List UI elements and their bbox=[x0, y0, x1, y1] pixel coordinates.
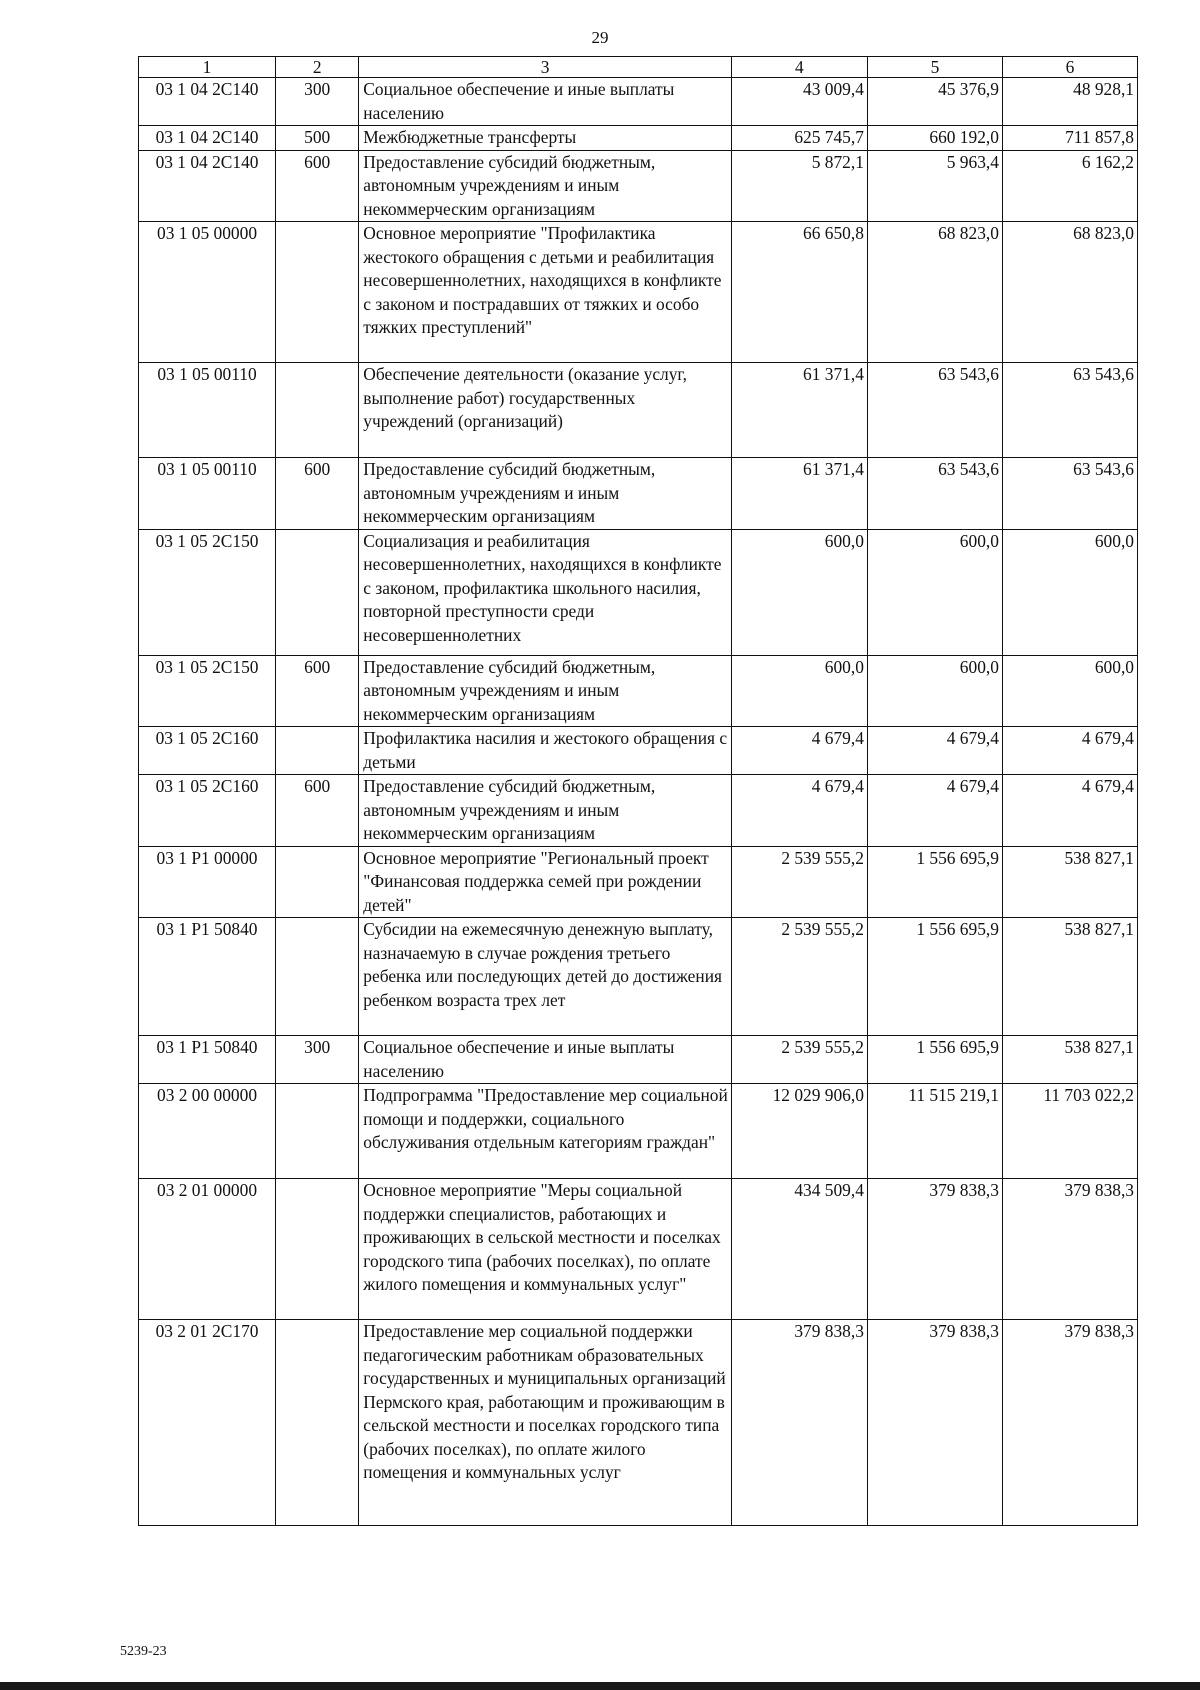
table-row bbox=[139, 1179, 1138, 1320]
row-value-col4-cell: 61 371,4 bbox=[731, 458, 867, 530]
row-value-col5-cell: 1 556 695,9 bbox=[867, 846, 1002, 918]
column-header-4: 4 bbox=[731, 57, 867, 78]
row-value-col5-cell: 5 963,4 bbox=[867, 150, 1002, 222]
row-code-cell: 03 1 05 2С150 bbox=[139, 655, 276, 727]
row-value-col6-cell: 11 703 022,2 bbox=[1002, 1084, 1137, 1179]
row-value-col5-cell: 1 556 695,9 bbox=[867, 918, 1002, 1036]
row-code-cell: 03 1 05 00110 bbox=[139, 458, 276, 530]
row-value-col5-cell: 68 823,0 bbox=[867, 222, 1002, 363]
row-value-col4-cell: 4 679,4 bbox=[731, 727, 867, 775]
row-value-col4-cell: 2 539 555,2 bbox=[731, 1036, 867, 1084]
row-description-cell: Предоставление субсидий бюджетным, автономным учреждениям и иным некоммерческим организациям bbox=[359, 150, 732, 222]
row-value-col4-cell: 600,0 bbox=[731, 655, 867, 727]
table-row bbox=[139, 458, 1138, 530]
row-type-cell bbox=[276, 846, 359, 918]
table-header-row bbox=[139, 57, 1138, 78]
row-value-col4-cell: 5 872,1 bbox=[731, 150, 867, 222]
row-value-col5-cell: 1 556 695,9 bbox=[867, 1036, 1002, 1084]
row-value-col6-cell: 63 543,6 bbox=[1002, 363, 1137, 458]
column-header-2: 2 bbox=[276, 57, 359, 78]
row-type-cell bbox=[276, 222, 359, 363]
row-type-cell bbox=[276, 363, 359, 458]
row-type-cell: 300 bbox=[276, 1036, 359, 1084]
row-value-col4-cell: 434 509,4 bbox=[731, 1179, 867, 1320]
table-row bbox=[139, 727, 1138, 775]
document-code: 5239-23 bbox=[120, 1644, 167, 1659]
table-body bbox=[139, 78, 1138, 1526]
row-type-cell: 600 bbox=[276, 458, 359, 530]
table-row bbox=[139, 363, 1138, 458]
row-value-col5-cell: 660 192,0 bbox=[867, 126, 1002, 151]
row-value-col5-cell: 600,0 bbox=[867, 529, 1002, 655]
row-description-cell: Предоставление субсидий бюджетным, автономным учреждениям и иным некоммерческим организациям bbox=[359, 775, 732, 847]
table-row bbox=[139, 222, 1138, 363]
table-row bbox=[139, 655, 1138, 727]
row-description-cell: Предоставление субсидий бюджетным, автономным учреждениям и иным некоммерческим организациям bbox=[359, 458, 732, 530]
row-code-cell: 03 1 Р1 00000 bbox=[139, 846, 276, 918]
row-value-col6-cell: 68 823,0 bbox=[1002, 222, 1137, 363]
row-description-cell: Субсидии на ежемесячную денежную выплату, назначаемую в случае рождения третьего ребенка или последующих детей до достижения ребенком возраста трех лет bbox=[359, 918, 732, 1036]
row-code-cell: 03 2 00 00000 bbox=[139, 1084, 276, 1179]
row-type-cell bbox=[276, 1179, 359, 1320]
row-value-col4-cell: 2 539 555,2 bbox=[731, 846, 867, 918]
column-header-6: 6 bbox=[1002, 57, 1137, 78]
row-description-cell: Основное мероприятие "Профилактика жестокого обращения с детьми и реабилитация несовершеннолетних, находящихся в конфликте с законом и пострадавших от тяжких и особо тяжких преступлений" bbox=[359, 222, 732, 363]
row-description-cell: Основное мероприятие "Региональный проект "Финансовая поддержка семей при рождении детей" bbox=[359, 846, 732, 918]
row-type-cell: 500 bbox=[276, 126, 359, 151]
row-value-col4-cell: 4 679,4 bbox=[731, 775, 867, 847]
table-row bbox=[139, 775, 1138, 847]
row-value-col4-cell: 2 539 555,2 bbox=[731, 918, 867, 1036]
row-code-cell: 03 1 05 2С160 bbox=[139, 775, 276, 847]
row-value-col4-cell: 600,0 bbox=[731, 529, 867, 655]
row-code-cell: 03 2 01 00000 bbox=[139, 1179, 276, 1320]
scan-border bbox=[0, 1682, 1200, 1690]
row-value-col4-cell: 66 650,8 bbox=[731, 222, 867, 363]
row-value-col4-cell: 625 745,7 bbox=[731, 126, 867, 151]
row-description-cell: Подпрограмма "Предоставление мер социальной помощи и поддержки, социального обслуживания отдельным категориям граждан" bbox=[359, 1084, 732, 1179]
row-value-col6-cell: 6 162,2 bbox=[1002, 150, 1137, 222]
row-code-cell: 03 1 04 2С140 bbox=[139, 78, 276, 126]
row-code-cell: 03 1 04 2С140 bbox=[139, 150, 276, 222]
row-value-col4-cell: 61 371,4 bbox=[731, 363, 867, 458]
row-value-col5-cell: 45 376,9 bbox=[867, 78, 1002, 126]
row-value-col6-cell: 538 827,1 bbox=[1002, 846, 1137, 918]
row-description-cell: Предоставление субсидий бюджетным, автономным учреждениям и иным некоммерческим организациям bbox=[359, 655, 732, 727]
row-value-col6-cell: 538 827,1 bbox=[1002, 918, 1137, 1036]
table-row bbox=[139, 529, 1138, 655]
row-code-cell: 03 1 05 00110 bbox=[139, 363, 276, 458]
row-value-col5-cell: 4 679,4 bbox=[867, 727, 1002, 775]
budget-table bbox=[138, 56, 1138, 1526]
row-type-cell bbox=[276, 1320, 359, 1526]
row-value-col6-cell: 4 679,4 bbox=[1002, 775, 1137, 847]
row-description-cell: Основное мероприятие "Меры социальной поддержки специалистов, работающих и проживающих в сельской местности и поселках городского типа (рабочих поселках), по оплате жилого помещения и коммунальных услуг" bbox=[359, 1179, 732, 1320]
row-type-cell: 600 bbox=[276, 775, 359, 847]
row-value-col5-cell: 379 838,3 bbox=[867, 1320, 1002, 1526]
table-row bbox=[139, 1084, 1138, 1179]
row-description-cell: Социализация и реабилитация несовершеннолетних, находящихся в конфликте с законом, профилактика школьного насилия, повторной преступности среди несовершеннолетних bbox=[359, 529, 732, 655]
row-type-cell bbox=[276, 727, 359, 775]
row-type-cell bbox=[276, 529, 359, 655]
row-code-cell: 03 1 05 2С150 bbox=[139, 529, 276, 655]
row-code-cell: 03 1 Р1 50840 bbox=[139, 1036, 276, 1084]
row-description-cell: Обеспечение деятельности (оказание услуг, выполнение работ) государственных учреждений (организаций) bbox=[359, 363, 732, 458]
row-value-col5-cell: 63 543,6 bbox=[867, 363, 1002, 458]
row-value-col5-cell: 600,0 bbox=[867, 655, 1002, 727]
row-value-col5-cell: 11 515 219,1 bbox=[867, 1084, 1002, 1179]
row-value-col6-cell: 600,0 bbox=[1002, 529, 1137, 655]
row-value-col6-cell: 63 543,6 bbox=[1002, 458, 1137, 530]
row-type-cell: 300 bbox=[276, 78, 359, 126]
row-description-cell: Предоставление мер социальной поддержки педагогическим работникам образовательных государственных и муниципальных организаций Пермского края, работающим и проживающим в сельской местности и поселках городского типа (рабочих поселках), по оплате жилого помещения и коммунальных услуг bbox=[359, 1320, 732, 1526]
table-row bbox=[139, 846, 1138, 918]
row-value-col6-cell: 48 928,1 bbox=[1002, 78, 1137, 126]
row-value-col6-cell: 538 827,1 bbox=[1002, 1036, 1137, 1084]
column-header-3: 3 bbox=[359, 57, 732, 78]
row-value-col4-cell: 43 009,4 bbox=[731, 78, 867, 126]
column-header-5: 5 bbox=[867, 57, 1002, 78]
column-header-1: 1 bbox=[139, 57, 276, 78]
table-row bbox=[139, 78, 1138, 126]
row-value-col6-cell: 379 838,3 bbox=[1002, 1179, 1137, 1320]
row-value-col6-cell: 600,0 bbox=[1002, 655, 1137, 727]
row-value-col4-cell: 12 029 906,0 bbox=[731, 1084, 867, 1179]
row-code-cell: 03 1 05 2С160 bbox=[139, 727, 276, 775]
row-value-col6-cell: 4 679,4 bbox=[1002, 727, 1137, 775]
table-row bbox=[139, 1320, 1138, 1526]
row-type-cell bbox=[276, 1084, 359, 1179]
row-code-cell: 03 1 Р1 50840 bbox=[139, 918, 276, 1036]
row-value-col4-cell: 379 838,3 bbox=[731, 1320, 867, 1526]
table-row bbox=[139, 150, 1138, 222]
row-value-col6-cell: 379 838,3 bbox=[1002, 1320, 1137, 1526]
table-row bbox=[139, 126, 1138, 151]
page-number: 29 bbox=[591, 28, 609, 47]
row-description-cell: Социальное обеспечение и иные выплаты населению bbox=[359, 1036, 732, 1084]
row-description-cell: Профилактика насилия и жестокого обращения с детьми bbox=[359, 727, 732, 775]
row-value-col5-cell: 4 679,4 bbox=[867, 775, 1002, 847]
row-description-cell: Социальное обеспечение и иные выплаты населению bbox=[359, 78, 732, 126]
row-type-cell: 600 bbox=[276, 655, 359, 727]
table-row bbox=[139, 918, 1138, 1036]
row-value-col5-cell: 379 838,3 bbox=[867, 1179, 1002, 1320]
row-type-cell bbox=[276, 918, 359, 1036]
row-code-cell: 03 1 04 2С140 bbox=[139, 126, 276, 151]
row-type-cell: 600 bbox=[276, 150, 359, 222]
row-value-col5-cell: 63 543,6 bbox=[867, 458, 1002, 530]
row-description-cell: Межбюджетные трансферты bbox=[359, 126, 732, 151]
table-row bbox=[139, 1036, 1138, 1084]
row-value-col6-cell: 711 857,8 bbox=[1002, 126, 1137, 151]
row-code-cell: 03 1 05 00000 bbox=[139, 222, 276, 363]
row-code-cell: 03 2 01 2С170 bbox=[139, 1320, 276, 1526]
